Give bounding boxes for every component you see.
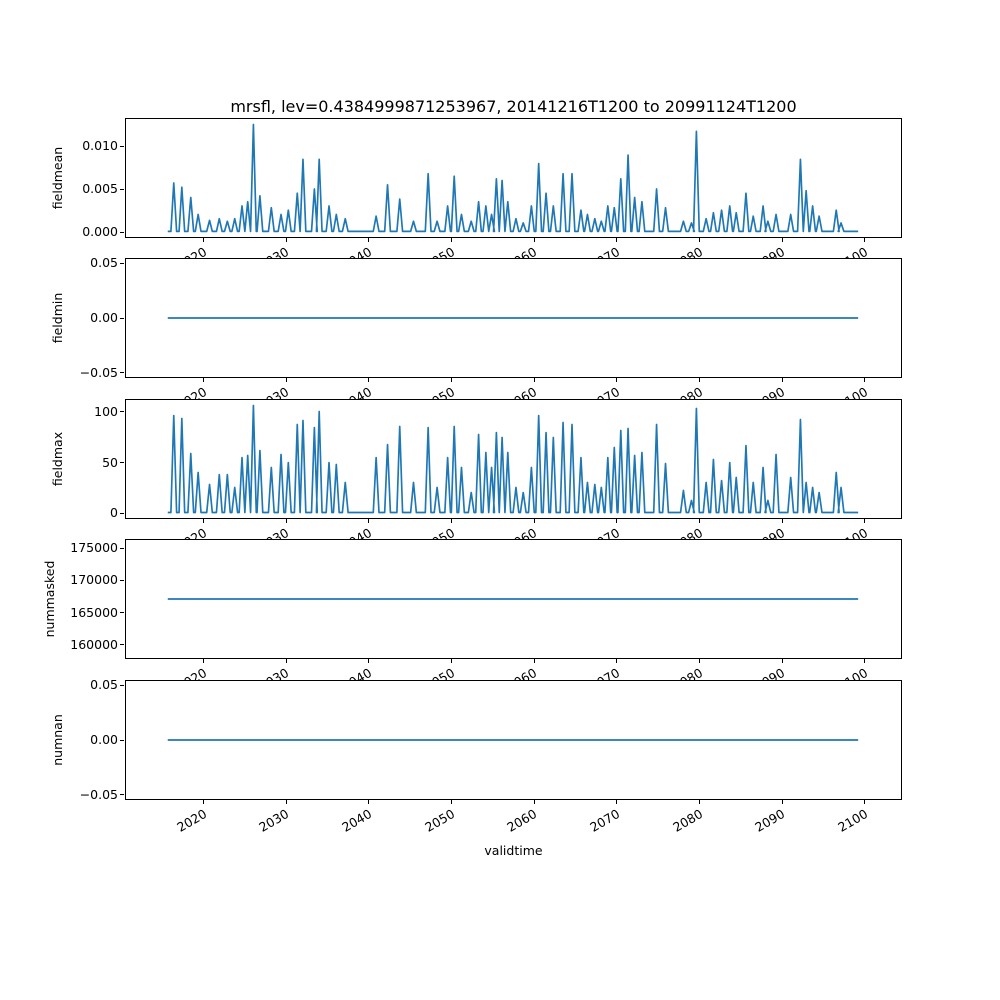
x-tick-label: 2050 (421, 806, 457, 835)
x-tick-mark (368, 238, 369, 242)
y-tick-label: 165000 (70, 604, 118, 620)
x-tick-mark (203, 238, 204, 242)
y-tick-mark (120, 685, 124, 686)
x-tick-label: 2020 (173, 806, 210, 835)
y-tick-mark (120, 580, 124, 581)
x-tick-mark (451, 519, 452, 523)
x-tick-mark (203, 519, 204, 523)
y-tick-mark (120, 644, 124, 645)
x-tick-mark (616, 800, 617, 804)
y-tick-mark (120, 513, 124, 514)
x-tick-mark (616, 519, 617, 523)
x-tick-mark (699, 519, 700, 523)
y-tick-mark (120, 794, 124, 795)
x-tick-mark (864, 659, 865, 663)
x-tick-label: 2060 (504, 806, 540, 835)
y-tick-label: 160000 (70, 636, 118, 652)
x-tick-mark (534, 378, 535, 382)
y-tick-label: 50 (102, 454, 118, 470)
x-tick-mark (203, 800, 204, 804)
x-tick-mark (699, 800, 700, 804)
x-tick-mark (368, 800, 369, 804)
x-tick-label: 2100 (835, 806, 871, 835)
subplot-nummasked (42, 539, 902, 659)
axes-fieldmax (125, 399, 902, 519)
x-tick-label: 2030 (256, 806, 292, 835)
x-tick-mark (616, 238, 617, 242)
y-tick-mark (120, 232, 124, 233)
axes-numnan (125, 680, 902, 800)
x-tick-mark (782, 659, 783, 663)
subplot-fieldmax (50, 399, 902, 521)
series-line-fieldmin (126, 259, 901, 377)
y-tick-mark (120, 372, 124, 373)
x-tick-mark (451, 800, 452, 804)
x-tick-mark (864, 238, 865, 242)
y-tick-mark (120, 548, 124, 549)
axes-nummasked (125, 539, 902, 659)
y-tick-mark (120, 146, 124, 147)
x-tick-mark (534, 519, 535, 523)
y-tick-label: 170000 (70, 572, 118, 588)
series-line-fieldmean (126, 119, 901, 237)
x-tick-mark (534, 238, 535, 242)
x-tick-mark (782, 378, 783, 382)
y-tick-mark (120, 411, 124, 412)
x-tick-mark (286, 238, 287, 242)
series-line-fieldmax (126, 400, 901, 518)
y-tick-mark (120, 189, 124, 190)
y-axis-title-nummasked: nummasked (42, 560, 57, 638)
y-tick-label: 0.010 (82, 138, 118, 154)
axes-fieldmin (125, 258, 902, 378)
subplot-fieldmin (50, 255, 902, 380)
x-tick-label: 2070 (587, 806, 623, 835)
x-tick-mark (451, 238, 452, 242)
axes-fieldmean (125, 118, 902, 238)
x-tick-mark (286, 800, 287, 804)
x-tick-mark (368, 659, 369, 663)
y-tick-mark (120, 462, 124, 463)
subplot-numnan (50, 677, 902, 835)
x-tick-mark (782, 800, 783, 804)
x-tick-mark (286, 519, 287, 523)
y-tick-label: 0.00 (90, 732, 118, 747)
chart-title: mrsfl, lev=0.4384999871253967, 20141216T1200 to 20991124T1200 (230, 97, 797, 116)
x-tick-mark (616, 659, 617, 663)
x-tick-label: 2080 (669, 806, 705, 835)
series-line-numnan (126, 681, 901, 799)
y-tick-mark (120, 318, 124, 319)
x-tick-mark (699, 238, 700, 242)
x-tick-mark (451, 378, 452, 382)
x-tick-mark (286, 378, 287, 382)
subplot-fieldmean (50, 118, 902, 240)
x-tick-mark (368, 378, 369, 382)
x-tick-label: 2090 (752, 806, 788, 835)
y-tick-label: 175000 (70, 540, 118, 556)
y-axis-title-fieldmax: fieldmax (50, 431, 65, 487)
y-axis-title-fieldmin: fieldmin (50, 292, 65, 344)
x-tick-mark (782, 238, 783, 242)
x-tick-mark (203, 378, 204, 382)
x-axis-label: validtime (484, 843, 543, 858)
y-tick-label: 0.05 (90, 255, 118, 271)
y-tick-mark (120, 740, 124, 741)
x-tick-mark (616, 378, 617, 382)
y-tick-label: 100 (94, 403, 118, 419)
y-tick-label: −0.05 (79, 786, 118, 802)
series-line-nummasked (126, 540, 901, 658)
y-tick-label: 0.05 (90, 677, 118, 693)
y-tick-label: 0.00 (90, 310, 118, 325)
y-tick-label: −0.05 (79, 364, 118, 380)
x-tick-mark (864, 378, 865, 382)
y-tick-label: 0.000 (82, 224, 118, 240)
x-tick-mark (286, 659, 287, 663)
x-tick-mark (451, 659, 452, 663)
x-tick-mark (368, 519, 369, 523)
x-tick-mark (782, 519, 783, 523)
x-tick-mark (534, 659, 535, 663)
x-tick-mark (203, 659, 204, 663)
y-axis-title-numnan: numnan (50, 714, 65, 766)
x-tick-mark (864, 519, 865, 523)
y-tick-label: 0.005 (82, 181, 118, 197)
x-tick-mark (699, 378, 700, 382)
x-tick-mark (699, 659, 700, 663)
y-tick-label: 0 (110, 505, 118, 521)
y-axis-title-fieldmean: fieldmean (50, 146, 65, 210)
x-tick-mark (864, 800, 865, 804)
x-tick-label: 2040 (339, 806, 375, 835)
y-tick-mark (120, 263, 124, 264)
x-tick-mark (534, 800, 535, 804)
y-tick-mark (120, 612, 124, 613)
